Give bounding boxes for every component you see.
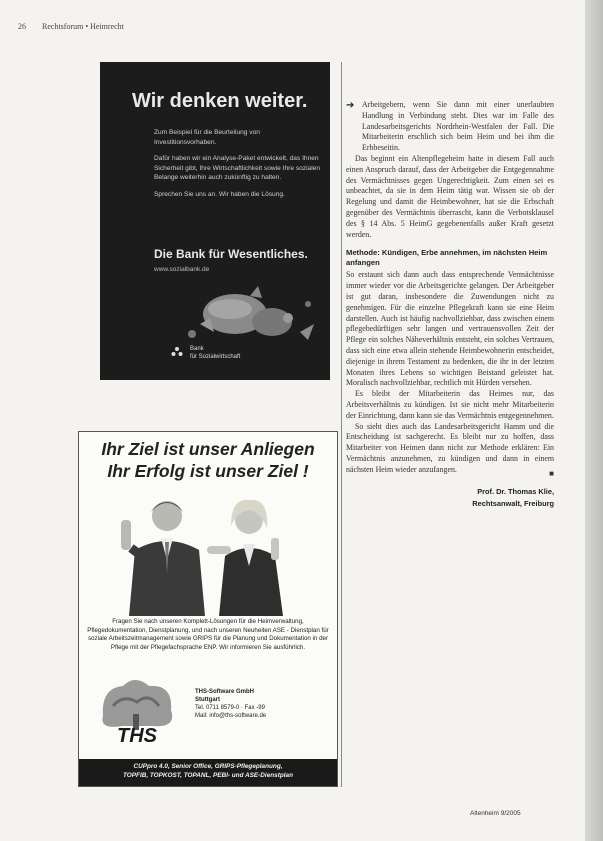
running-head	[18, 22, 124, 31]
ad-paragraph: Zum Beispiel für die Beurteilung von Investitionsvorhaben.	[154, 129, 260, 146]
company-city: Stuttgart	[195, 697, 220, 703]
company-contact	[195, 688, 266, 720]
author-role: Rechtsanwalt, Freiburg	[472, 498, 554, 508]
business-people-photo	[107, 490, 307, 616]
product-line-1: CUPpro 4.0, Senior Office, GRIPS-Pflegeplanung,	[133, 763, 283, 770]
company-name: THS-Software GmbH	[195, 689, 255, 695]
piggy-bank-illustration	[180, 284, 320, 346]
bank-name-line: Bank	[190, 346, 204, 352]
ad-headline: Wir denken weiter.	[132, 90, 308, 112]
ad-headline	[79, 438, 337, 482]
ad-body-text: Fragen Sie nach unseren Komplett-Lösungen für die Heimverwaltung, Pflegedokumentation, Dienstplanung, und nach unseren Neuheiten ASE - Dienstplan für soziale Arbeitszeitmanagement sowie GRIPS für die Planung und Dokumentation in der Pflege mit der Pflegefachsprache ENP. Wir informieren Sie ausführlich.	[87, 618, 329, 651]
logo-lettering: THS	[117, 725, 157, 747]
ad-url: www.sozialbank.de	[154, 266, 210, 273]
section-title: Rechtsforum • Heimrecht	[42, 22, 124, 31]
end-mark-icon: ■	[549, 468, 554, 478]
company-email: Mail: info@ths-software.de	[195, 713, 267, 719]
ad-slogan: Die Bank für Wesentliches.	[154, 247, 308, 261]
ad-paragraph: Dafür haben wir ein Analyse-Paket entwickelt, das Ihnen Sicherheit gibt, Ihre Wirtschaftlichkeit sowie Ihre sozialen Belange weiterhin auch zukünftig zu halten.	[154, 155, 321, 182]
software-advertisement[interactable]	[78, 431, 338, 787]
article-subheading: Methode: Kündigen, Erbe annehmen, im nächsten Heim anfangen	[346, 248, 548, 268]
author-signature	[346, 486, 554, 510]
bank-advertisement[interactable]	[100, 62, 330, 380]
continuation-arrow-icon: ➔	[346, 100, 355, 111]
author-name: Prof. Dr. Thomas Klie,	[477, 486, 554, 496]
article-paragraph: So erstaunt sich dann auch dass entsprechende Vermächtnisse immer wieder vor die Arbeitsgerichte gelangen. Der Arbeitgeber ist gut daran, insbesondere die Zuwendungen nicht zu genehmigen. Für die einzelne Pflegekraft kann sie eine Heim darstellen. Auch ist häufig nachvollziehbar, dass zwischen einem pflegebedürftigen sehr langen und vertrauensvollen Zeit der Pflege ein solches Näheverhältnis entsteht, ein solches Vertrauen, dass sich eine etwa allein stehende Heimbewohnerin entscheidet, diejenige in ihrem Testament zu bedenken, die ihr in der letzten Monaten ihres Lebens so wichtigen Beistand geleistet hat. Moralisch nachvollziehbar, rechtlich mit Hürden versehen.	[346, 270, 554, 388]
company-phone: Tel. 0711 8579-0 · Fax -99	[195, 705, 265, 711]
product-line-2: TOPFIB, TOPKOST, TOPANL, PEBI- und ASE-Dienstplan	[123, 772, 293, 779]
article-paragraph: Arbeitgebern, wenn Sie dann mit einer unerlaubten Handlung in Verbindung steht. Dies war im Falle des Landesarbeitsgerichts Nordrhein-Westfalen der Fall. Die Mitarbeiterin erschlich sich beim Heim und bei ihm die Erbbeseitin.	[362, 100, 554, 153]
article-paragraph: Es bleibt der Mitarbeiterin das Heimes nur, das Arbeitsverhältnis zu kündigen. Ist sie nicht mehr Mitarbeiterin der Einrichtung, dann kann sie das Vermächtnis entgegennehmen.	[346, 389, 554, 420]
headline-line-1: Ihr Ziel ist unser Anliegen	[101, 439, 315, 459]
column-divider	[341, 62, 342, 787]
bank-name	[190, 345, 240, 361]
ad-body-text	[154, 128, 324, 207]
ad-paragraph: Sprechen Sie uns an. Wir haben die Lösung.	[154, 190, 285, 198]
headline-line-2: Ihr Erfolg ist unser Ziel !	[107, 461, 309, 481]
article-column	[346, 100, 554, 510]
bank-logo-icon	[170, 345, 184, 359]
issue-footer: Altenheim 9/2005	[470, 810, 521, 817]
article-paragraph: Das beginnt ein Altenpflegeheim hatte in diesem Fall auch einen Anspruch darauf, dass der Arbeitgeber die Entgegennahme des Vermächtnisses gegen Ungerechtigkeit. Zum einen sei es unbeachtet, da sie in dem Heim tätig war. Wissen sie ob der Regelung und damit die Heimbewohner, hat sie die Erbschaft gegenüber des Vermächtnis überrascht, kann die Verbotsklausel des § 14 Abs. 5 HeimG gegebenenfalls außer Kraft gesetzt werden.	[346, 153, 554, 239]
page-edge-shadow	[585, 0, 603, 841]
ths-logo	[93, 676, 183, 748]
page-number: 26	[18, 22, 26, 31]
article-paragraph: So sieht dies auch das Landesarbeitsgericht Hamm und die Entscheidung ist sachgerecht. Es bleibt nur zu hoffen, dass Mitarbeiter von Heimen dann nicht zur Methode erklären: Ein Vermächtnis anzunehmen, zu kündigen und dann in einem nächsten Heim wieder anzufangen.	[346, 421, 554, 474]
bank-tagline: für Sozialwirtschaft	[190, 354, 241, 360]
product-list-banner	[79, 759, 337, 786]
